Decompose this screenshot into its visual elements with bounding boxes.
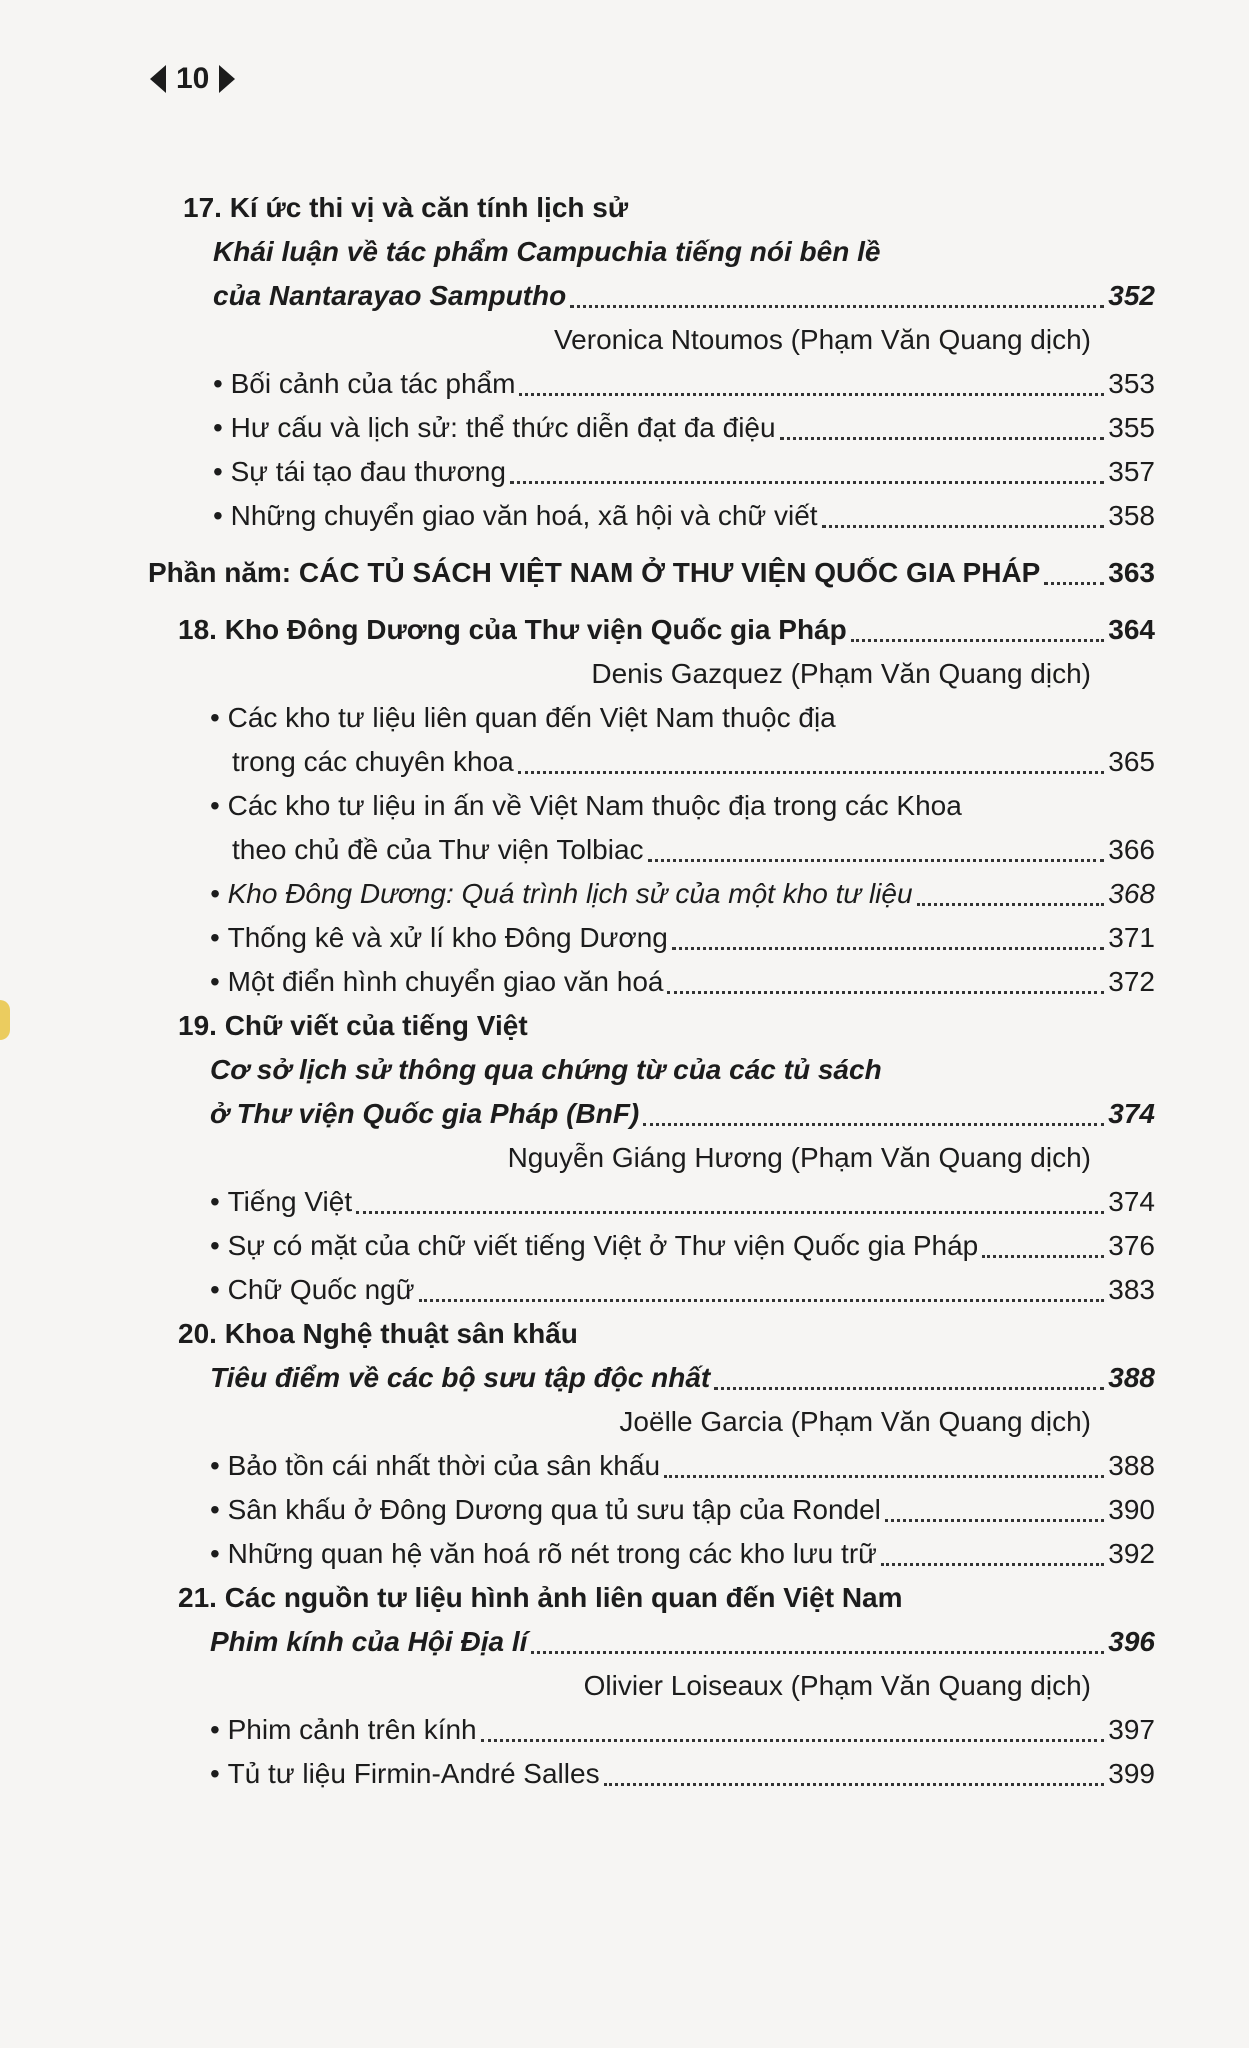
toc-part-heading: Phần năm: CÁC TỦ SÁCH VIỆT NAM Ở THƯ VIỆN QUỐC GIA PHÁP 363 — [148, 557, 1155, 588]
toc-entry-subtitle: Cơ sở lịch sử thông qua chứng từ của các tủ sách — [210, 1054, 882, 1085]
arrow-left-icon — [150, 65, 166, 93]
toc-entry-bullet: • Phim cảnh trên kính 397 — [210, 1710, 1155, 1750]
page-header — [150, 62, 235, 96]
toc-entry-subtitle: ở Thư viện Quốc gia Pháp (BnF) 374 — [210, 1098, 1155, 1129]
toc-entry-bullet: • Một điển hình chuyển giao văn hoá 372 — [210, 962, 1155, 1002]
toc-entry-bullet: • Những chuyển giao văn hoá, xã hội và chữ viết 358 — [213, 496, 1155, 536]
toc-author: Veronica Ntoumos (Phạm Văn Quang dịch) — [554, 324, 1091, 355]
page-number: 10 — [176, 62, 210, 95]
toc-entry-subtitle: Tiêu điểm về các bộ sưu tập độc nhất 388 — [210, 1362, 1155, 1393]
toc-entry-subtitle: Phim kính của Hội Địa lí 396 — [210, 1626, 1155, 1657]
toc-entry-bullet: • Tiếng Việt 374 — [210, 1182, 1155, 1222]
toc-entry-subtitle: của Nantarayao Samputho 352 — [213, 280, 1155, 311]
toc-author: Nguyễn Giáng Hương (Phạm Văn Quang dịch) — [507, 1142, 1091, 1173]
toc-entry-heading: 21. Các nguồn tư liệu hình ảnh liên quan đến Việt Nam — [178, 1582, 903, 1613]
toc-entry-subtitle: Khái luận về tác phẩm Campuchia tiếng nói bên lề — [213, 236, 881, 267]
toc-entry-continuation: theo chủ đề của Thư viện Tolbiac 366 — [232, 834, 1155, 865]
toc-entry-bullet: • Bối cảnh của tác phẩm 353 — [213, 364, 1155, 404]
toc-author: Joëlle Garcia (Phạm Văn Quang dịch) — [619, 1406, 1091, 1437]
page-stain — [0, 1000, 10, 1040]
toc-entry-bullet: • Các kho tư liệu in ấn về Việt Nam thuộc địa trong các Khoa — [210, 786, 962, 826]
toc-entry-heading: 17. Kí ức thi vị và căn tính lịch sử — [183, 192, 629, 223]
toc-entry-bullet: • Sân khấu ở Đông Dương qua tủ sưu tập của Rondel 390 — [210, 1490, 1155, 1530]
toc-entry-bullet: • Tủ tư liệu Firmin-André Salles 399 — [210, 1754, 1155, 1794]
toc-entry-bullet: • Thống kê và xử lí kho Đông Dương 371 — [210, 918, 1155, 958]
toc-entry-bullet: • Những quan hệ văn hoá rõ nét trong các kho lưu trữ 392 — [210, 1534, 1155, 1574]
toc-entry-bullet: • Bảo tồn cái nhất thời của sân khấu 388 — [210, 1446, 1155, 1486]
toc-entry-bullet: • Chữ Quốc ngữ 383 — [210, 1270, 1155, 1310]
toc-entry-bullet: • Sự tái tạo đau thương 357 — [213, 452, 1155, 492]
toc-entry-heading: 20. Khoa Nghệ thuật sân khấu — [178, 1318, 578, 1349]
toc-entry-continuation: trong các chuyên khoa 365 — [232, 746, 1155, 777]
toc-entry-bullet: • Kho Đông Dương: Quá trình lịch sử của một kho tư liệu 368 — [210, 874, 1155, 914]
toc-entry-heading: 18. Kho Đông Dương của Thư viện Quốc gia Pháp 364 — [178, 614, 1155, 645]
arrow-right-icon — [219, 65, 235, 93]
toc-entry-heading: 19. Chữ viết của tiếng Việt — [178, 1010, 528, 1041]
toc-author: Denis Gazquez (Phạm Văn Quang dịch) — [591, 658, 1091, 689]
toc-entry-bullet: • Sự có mặt của chữ viết tiếng Việt ở Thư viện Quốc gia Pháp 376 — [210, 1226, 1155, 1266]
toc-entry-bullet: • Hư cấu và lịch sử: thể thức diễn đạt đa điệu 355 — [213, 408, 1155, 448]
toc-author: Olivier Loiseaux (Phạm Văn Quang dịch) — [583, 1670, 1091, 1701]
toc-entry-bullet: • Các kho tư liệu liên quan đến Việt Nam thuộc địa — [210, 698, 836, 738]
